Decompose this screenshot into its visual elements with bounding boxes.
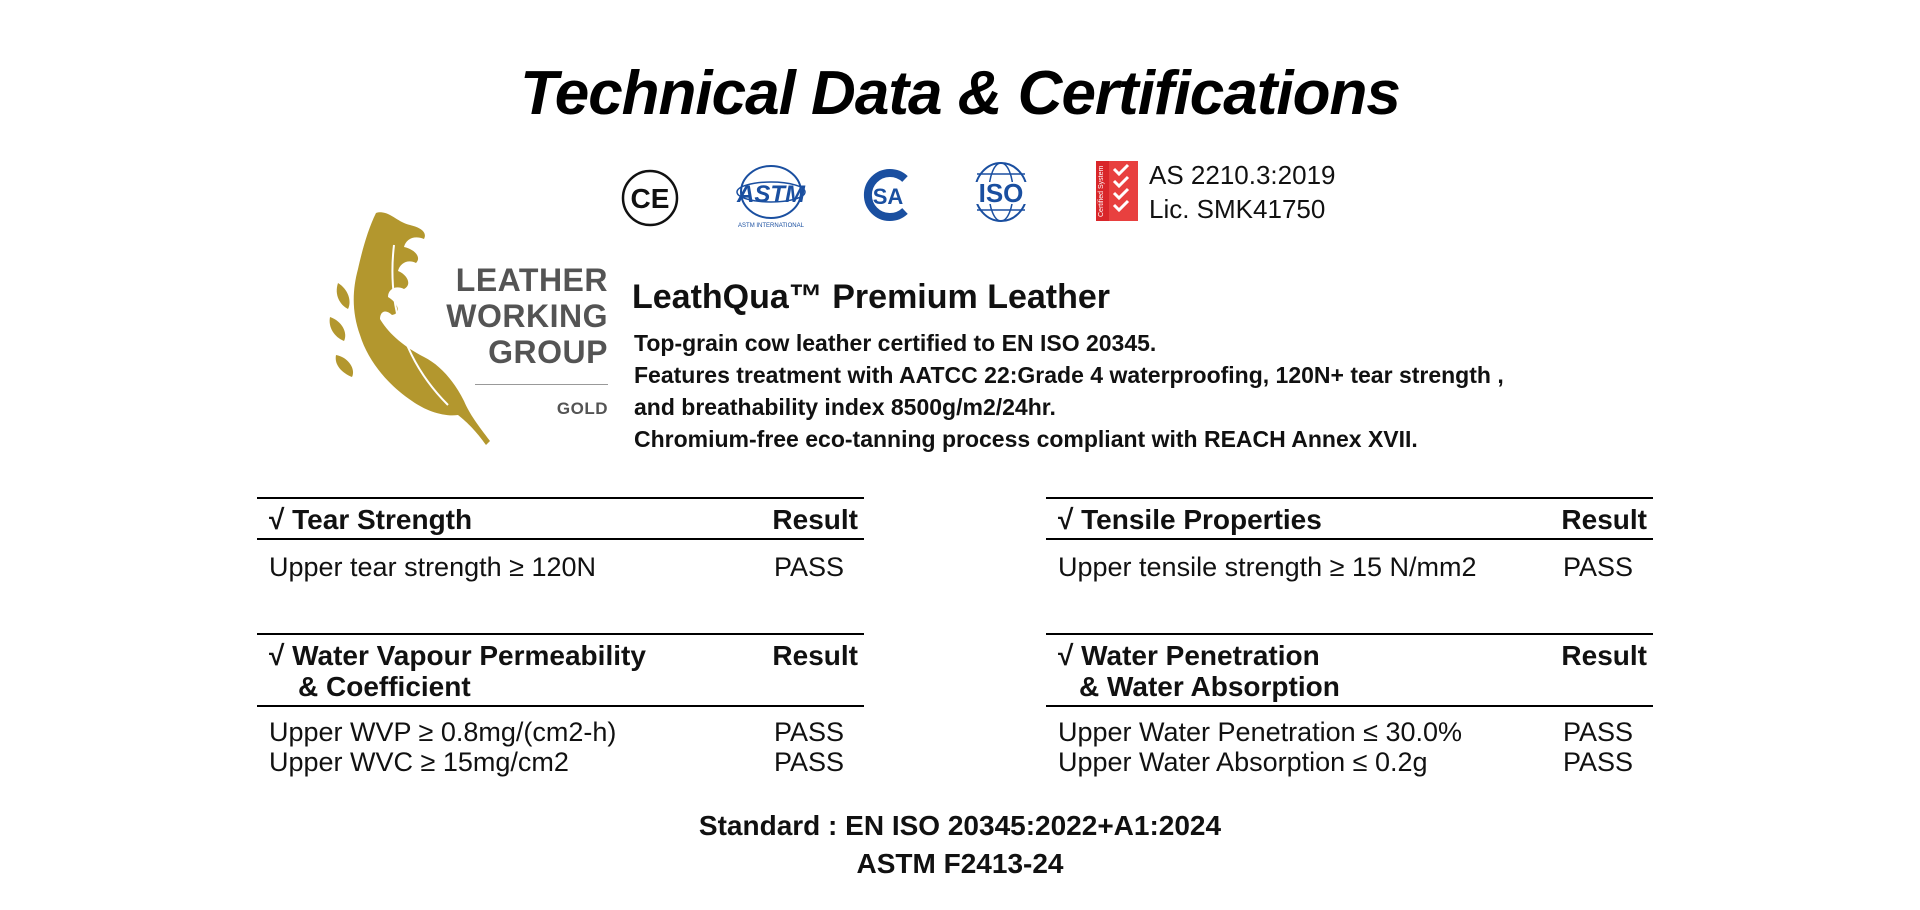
lwg-logo	[318, 205, 608, 485]
svg-text:Certified System: Certified System	[1098, 165, 1105, 217]
svg-text:CE: CE	[630, 183, 670, 214]
table-row-label: Upper Water Penetration ≤ 30.0%	[1058, 717, 1463, 747]
product-description-line: Chromium-free eco-tanning process compliant with REACH Annex XVII.	[634, 426, 1418, 452]
result-header: Result	[1561, 504, 1647, 535]
table-row-value: PASS	[774, 717, 845, 747]
table-row-value: PASS	[774, 552, 845, 582]
table-top-rule	[1046, 633, 1653, 635]
table-row-label: Upper WVC ≥ 15mg/cm2	[269, 747, 569, 777]
table-row-value: PASS	[1563, 747, 1634, 777]
table-row-label: Upper WVP ≥ 0.8mg/(cm2-h)	[269, 717, 617, 747]
page-title: Technical Data & Certifications	[520, 59, 1400, 128]
standard-line: Standard : EN ISO 20345:2022+A1:2024	[698, 810, 1222, 841]
product-description-line: Top-grain cow leather certified to EN ISO 20345.	[634, 330, 1157, 356]
result-header: Result	[772, 504, 858, 535]
water-penetration-table	[1046, 633, 1653, 783]
table-row-value: PASS	[774, 747, 845, 777]
table-top-rule	[1046, 497, 1653, 499]
lwg-word-group: GROUP	[488, 334, 608, 370]
table-row-value: PASS	[1563, 717, 1634, 747]
lwg-rating: GOLD	[556, 399, 608, 418]
astm-logo-icon	[733, 160, 809, 230]
table-header-rule	[257, 705, 864, 707]
iso-logo-icon	[964, 160, 1038, 224]
tear-strength-table	[257, 497, 864, 597]
product-description-line: and breathability index 8500g/m2/24hr.	[634, 394, 1056, 420]
result-header: Result	[1561, 640, 1647, 671]
lwg-word-leather: LEATHER	[455, 262, 608, 298]
lwg-word-working: WORKING	[446, 298, 608, 334]
table-top-rule	[257, 633, 864, 635]
table-row-label: Upper tensile strength ≥ 15 N/mm2	[1058, 552, 1477, 582]
gold-leaf-icon	[318, 205, 498, 485]
table-row-label: Upper tear strength ≥ 120N	[269, 552, 596, 582]
svg-text:ASTM INTERNATIONAL: ASTM INTERNATIONAL	[738, 223, 804, 229]
licence-number: Lic. SMK41750	[1149, 194, 1326, 224]
svg-text:SA: SA	[872, 184, 904, 209]
table-title: √ Tensile Properties	[1058, 504, 1322, 535]
lwg-divider	[475, 384, 608, 385]
table-header-rule	[1046, 538, 1653, 540]
table-title: √ Tear Strength	[269, 504, 473, 535]
svg-text:ISO: ISO	[978, 178, 1024, 208]
table-header-rule	[257, 538, 864, 540]
certification-text	[1149, 158, 1336, 226]
table-row-label: Upper Water Absorption ≤ 0.2g	[1058, 747, 1428, 777]
table-row-value: PASS	[1563, 552, 1634, 582]
standard-line: ASTM F2413-24	[856, 848, 1064, 879]
tensile-properties-table	[1046, 497, 1653, 597]
water-vapour-table	[257, 633, 864, 783]
as-standard: AS 2210.3:2019	[1149, 160, 1336, 190]
svg-text:ASTM: ASTM	[737, 181, 805, 208]
certified-system-icon	[1096, 161, 1138, 221]
table-title-line1: √ Water Penetration	[1058, 640, 1320, 671]
table-title-line2: & Coefficient	[298, 671, 471, 702]
table-title-line2: & Water Absorption	[1079, 671, 1340, 702]
table-title-line1: √ Water Vapour Permeability	[269, 640, 646, 671]
product-description-line: Features treatment with AATCC 22:Grade 4 waterproofing, 120N+ tear strength ,	[634, 362, 1504, 388]
table-header-rule	[1046, 705, 1653, 707]
result-header: Result	[772, 640, 858, 671]
ce-mark-icon	[620, 168, 680, 228]
csa-logo-icon	[860, 167, 914, 223]
product-name: LeathQua™ Premium Leather	[632, 278, 1111, 316]
table-top-rule	[257, 497, 864, 499]
